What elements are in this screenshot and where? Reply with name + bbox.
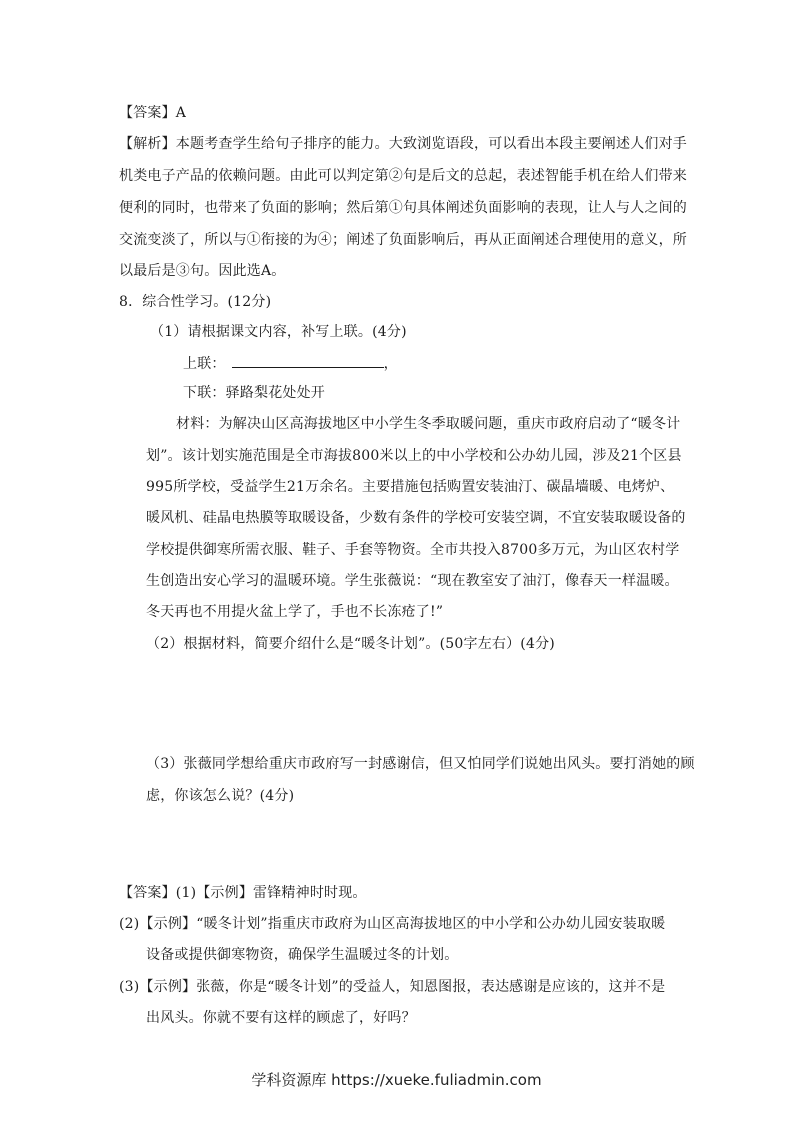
- material-line: 冬天再也不用提火盆上学了，手也不长冻疮了!”: [146, 604, 444, 620]
- question-8-3: 虑，你该怎么说？(4分): [146, 788, 295, 804]
- question-8-3: （3）张薇同学想给重庆市政府写一封感谢信，但又怕同学们说她出风头。要打消她的顾: [146, 756, 695, 772]
- analysis-line: 以最后是③句。因此选A。: [119, 263, 286, 279]
- question-8-title: 8．综合性学习。(12分): [119, 294, 272, 310]
- material-line: 划”。该计划实施范围是全市海拔800米以上的中小学校和公办幼儿园，涉及21个区县: [146, 448, 682, 464]
- analysis-line: 【解析】本题考查学生给句子排序的能力。大致浏览语段，可以看出本段主要阐述人们对手: [119, 136, 687, 152]
- material-line: 暖风机、硅晶电热膜等取暖设备，少数有条件的学校可安装空调，不宜安装取暖设备的: [146, 510, 686, 526]
- material-line: 995所学校，受益学生21万余名。主要措施包括购置安装油汀、碳晶墙暖、电烤炉、: [146, 479, 675, 495]
- analysis-line: 机类电子产品的依赖问题。由此可以判定第②句是后文的总起，表述智能手机在给人们带来: [119, 168, 687, 184]
- couplet-upper-label: 上联：: [183, 356, 226, 372]
- answer-line: 出风头。你就不要有这样的顾虑了，好吗？: [146, 1010, 416, 1026]
- couplet-upper: [183, 353, 398, 374]
- answer-label: 【答案】A: [119, 105, 187, 121]
- material-line: 学校提供御寒所需衣服、鞋子、手套等物资。全市共投入8700多万元，为山区农村学: [146, 542, 680, 558]
- page-footer: 学科资源库 https://xueke.fuliadmin.com: [251, 1071, 542, 1089]
- answer-line: (3)【示例】张薇，你是“暖冬计划”的受益人，知恩图报，表达感谢是应该的，这并不是: [119, 979, 666, 995]
- material-line: 生创造出安心学习的温暖环境。学生张薇说：“现在教室安了油汀，像春天一样温暖。: [146, 573, 679, 589]
- analysis-line: 便利的同时，也带来了负面的影响；然后第①句具体阐述负面影响的表现，让人与人之间的: [119, 200, 687, 216]
- question-8-2: （2）根据材料，简要介绍什么是“暖冬计划”。(50字左右）(4分): [146, 636, 555, 652]
- answer-line: 设备或提供御寒物资，确保学生温暖过冬的计划。: [146, 947, 459, 963]
- analysis-line: 交流变淡了，所以与①衔接的为④；阐述了负面影响后，再从正面阐述合理使用的意义，所: [119, 232, 687, 248]
- couplet-lower: 下联：驿路梨花处处开: [183, 385, 325, 401]
- answer-line: (2)【示例】“暖冬计划”指重庆市政府为山区高海拔地区的中小学和公办幼儿园安装取暖: [119, 916, 666, 932]
- question-8-1: （1）请根据课文内容，补写上联。(4分): [150, 324, 407, 340]
- couplet-blank[interactable]: [232, 353, 384, 368]
- answer-line: 【答案】(1)【示例】雷锋精神时时现。: [119, 885, 367, 901]
- material-line: 材料：为解决山区高海拔地区中小学生冬季取暖问题，重庆市政府启动了“暖冬计: [176, 416, 681, 432]
- couplet-upper-end: ，: [383, 356, 398, 372]
